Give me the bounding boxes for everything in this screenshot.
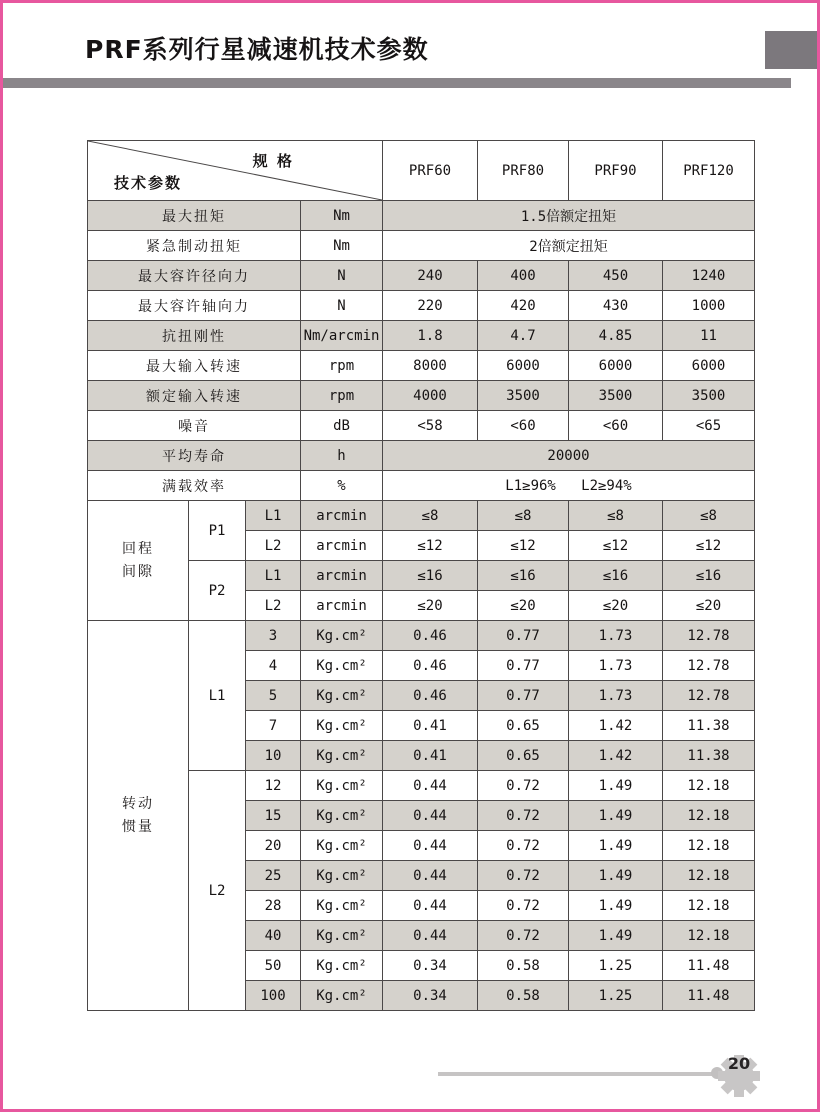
inertia-group-text: 转动惯量	[122, 796, 154, 835]
value-cell: 0.34	[383, 951, 478, 981]
value-cell: 0.58	[478, 951, 569, 981]
value-cell: ≤12	[663, 531, 755, 561]
value-cell: 0.58	[478, 981, 569, 1011]
table-row	[88, 471, 755, 501]
unit-cell: Kg.cm²	[301, 951, 383, 981]
value-cell: 0.72	[478, 891, 569, 921]
stage-label: L2	[246, 591, 301, 621]
value-cell: 0.77	[478, 621, 569, 651]
value-cell: ≤8	[569, 501, 663, 531]
ratio-cell: 7	[246, 711, 301, 741]
diagonal-header-cell	[88, 141, 383, 201]
value-cell: 6000	[569, 351, 663, 381]
unit-cell: N	[301, 261, 383, 291]
value-cell: 1.42	[569, 741, 663, 771]
value-cell: ≤16	[383, 561, 478, 591]
ratio-cell: 12	[246, 771, 301, 801]
unit-cell: arcmin	[301, 591, 383, 621]
value-cell: 0.72	[478, 921, 569, 951]
value-cell: ≤20	[383, 591, 478, 621]
value-cell: 1.25	[569, 981, 663, 1011]
stage-group-label: L1	[189, 621, 246, 771]
unit-cell: Nm/arcmin	[301, 321, 383, 351]
unit-cell: Kg.cm²	[301, 891, 383, 921]
value-cell: 0.44	[383, 771, 478, 801]
value-cell: 12.18	[663, 771, 755, 801]
unit-cell: Kg.cm²	[301, 651, 383, 681]
unit-cell: Kg.cm²	[301, 741, 383, 771]
value-cell: 0.77	[478, 651, 569, 681]
table-header-row	[88, 141, 755, 201]
table-row	[88, 441, 755, 471]
value-cell: 0.77	[478, 681, 569, 711]
ratio-cell: 100	[246, 981, 301, 1011]
unit-cell: Kg.cm²	[301, 621, 383, 651]
value-cell: 1.42	[569, 711, 663, 741]
value-cell: 430	[569, 291, 663, 321]
unit-cell: Kg.cm²	[301, 831, 383, 861]
spec-table	[87, 140, 755, 1011]
value-cell: <58	[383, 411, 478, 441]
precision-class-label: P1	[189, 501, 246, 561]
backlash-group-label	[88, 501, 189, 621]
value-cell: 1.73	[569, 651, 663, 681]
footer-rule-line	[438, 1072, 716, 1076]
value-cell: 11	[663, 321, 755, 351]
unit-cell: Nm	[301, 201, 383, 231]
param-label: 最大容许轴向力	[88, 291, 301, 321]
param-label: 最大容许径向力	[88, 261, 301, 291]
value-cell: 11.38	[663, 711, 755, 741]
span-value-cell: 1.5倍额定扭矩	[383, 201, 755, 231]
value-cell: 1.73	[569, 681, 663, 711]
value-cell: 1000	[663, 291, 755, 321]
value-cell: 240	[383, 261, 478, 291]
unit-cell: N	[301, 291, 383, 321]
value-cell: 12.18	[663, 831, 755, 861]
param-label: 紧急制动扭矩	[88, 231, 301, 261]
value-cell: 4.7	[478, 321, 569, 351]
value-cell: 12.78	[663, 651, 755, 681]
title-accent-square	[765, 31, 817, 69]
unit-cell: Nm	[301, 231, 383, 261]
unit-cell: Kg.cm²	[301, 771, 383, 801]
value-cell: 6000	[478, 351, 569, 381]
value-cell: 1.49	[569, 891, 663, 921]
value-cell: <65	[663, 411, 755, 441]
param-label: 噪音	[88, 411, 301, 441]
value-cell: 1.25	[569, 951, 663, 981]
unit-cell: arcmin	[301, 531, 383, 561]
header-spec-label: 规 格	[252, 152, 294, 170]
value-cell: 0.72	[478, 861, 569, 891]
value-cell: 0.46	[383, 681, 478, 711]
param-label: 平均寿命	[88, 441, 301, 471]
ratio-cell: 5	[246, 681, 301, 711]
ratio-cell: 10	[246, 741, 301, 771]
value-cell: 0.65	[478, 711, 569, 741]
span-value-cell: 2倍额定扭矩	[383, 231, 755, 261]
table-row	[88, 351, 755, 381]
unit-cell: %	[301, 471, 383, 501]
table-row	[88, 501, 755, 531]
value-cell: 12.78	[663, 621, 755, 651]
value-cell: 1240	[663, 261, 755, 291]
value-cell: 0.44	[383, 831, 478, 861]
value-cell: ≤12	[478, 531, 569, 561]
value-cell: 0.41	[383, 711, 478, 741]
unit-cell: rpm	[301, 351, 383, 381]
table-row	[88, 291, 755, 321]
column-header-prf80: PRF80	[478, 141, 569, 201]
page-number: 20	[727, 1054, 751, 1073]
value-cell: 0.65	[478, 741, 569, 771]
value-cell: 3500	[663, 381, 755, 411]
value-cell: ≤8	[663, 501, 755, 531]
column-header-prf90: PRF90	[569, 141, 663, 201]
value-cell: 1.49	[569, 921, 663, 951]
value-cell: 0.44	[383, 861, 478, 891]
stage-label: L1	[246, 561, 301, 591]
unit-cell: h	[301, 441, 383, 471]
value-cell: 0.46	[383, 651, 478, 681]
value-cell: 8000	[383, 351, 478, 381]
value-cell: 1.49	[569, 801, 663, 831]
value-cell: ≤12	[569, 531, 663, 561]
ratio-cell: 28	[246, 891, 301, 921]
value-cell: 12.18	[663, 861, 755, 891]
header-param-label: 技术参数	[114, 174, 183, 192]
value-cell: 11.48	[663, 981, 755, 1011]
unit-cell: Kg.cm²	[301, 801, 383, 831]
value-cell: 0.72	[478, 831, 569, 861]
value-cell: ≤8	[478, 501, 569, 531]
ratio-cell: 20	[246, 831, 301, 861]
value-cell: 11.48	[663, 951, 755, 981]
ratio-cell: 15	[246, 801, 301, 831]
value-cell: ≤20	[663, 591, 755, 621]
span-value-cell: 20000	[383, 441, 755, 471]
title-underline-bar	[3, 78, 791, 88]
value-cell: 0.72	[478, 771, 569, 801]
param-label: 抗扭刚性	[88, 321, 301, 351]
value-cell: 420	[478, 291, 569, 321]
table-row	[88, 321, 755, 351]
param-label: 最大扭矩	[88, 201, 301, 231]
stage-group-label: L2	[189, 771, 246, 1011]
ratio-cell: 4	[246, 651, 301, 681]
value-cell: 12.18	[663, 801, 755, 831]
value-cell: 1.49	[569, 861, 663, 891]
table-row	[88, 561, 755, 591]
unit-cell: Kg.cm²	[301, 711, 383, 741]
table-row	[88, 231, 755, 261]
unit-cell: dB	[301, 411, 383, 441]
value-cell: 6000	[663, 351, 755, 381]
value-cell: ≤20	[478, 591, 569, 621]
ratio-cell: 3	[246, 621, 301, 651]
value-cell: <60	[569, 411, 663, 441]
ratio-cell: 50	[246, 951, 301, 981]
unit-cell: Kg.cm²	[301, 681, 383, 711]
value-cell: 4.85	[569, 321, 663, 351]
spec-table-body	[88, 201, 755, 1011]
spec-table-container	[87, 140, 755, 1011]
page-title: PRF系列行星减速机技术参数	[85, 35, 429, 64]
value-cell: ≤16	[663, 561, 755, 591]
value-cell: 450	[569, 261, 663, 291]
stage-label: L2	[246, 531, 301, 561]
value-cell: 1.49	[569, 831, 663, 861]
value-cell: 0.44	[383, 891, 478, 921]
value-cell: <60	[478, 411, 569, 441]
unit-cell: Kg.cm²	[301, 921, 383, 951]
value-cell: 11.38	[663, 741, 755, 771]
value-cell: 0.41	[383, 741, 478, 771]
value-cell: 0.44	[383, 801, 478, 831]
table-row	[88, 621, 755, 651]
unit-cell: Kg.cm²	[301, 981, 383, 1011]
value-cell: 3500	[478, 381, 569, 411]
table-row	[88, 411, 755, 441]
table-row	[88, 381, 755, 411]
param-label: 最大输入转速	[88, 351, 301, 381]
value-cell: 1.49	[569, 771, 663, 801]
value-cell: 12.78	[663, 681, 755, 711]
ratio-cell: 25	[246, 861, 301, 891]
value-cell: ≤20	[569, 591, 663, 621]
value-cell: 1.8	[383, 321, 478, 351]
table-row	[88, 201, 755, 231]
value-cell: 12.18	[663, 891, 755, 921]
table-row	[88, 261, 755, 291]
backlash-group-text: 回程间隙	[122, 541, 154, 580]
unit-cell: arcmin	[301, 501, 383, 531]
value-cell: 0.44	[383, 921, 478, 951]
precision-class-label: P2	[189, 561, 246, 621]
column-header-prf60: PRF60	[383, 141, 478, 201]
value-cell: ≤16	[569, 561, 663, 591]
span-value-cell: L1≥96% L2≥94%	[383, 471, 755, 501]
stage-label: L1	[246, 501, 301, 531]
value-cell: ≤8	[383, 501, 478, 531]
value-cell: 400	[478, 261, 569, 291]
param-label: 满载效率	[88, 471, 301, 501]
value-cell: 4000	[383, 381, 478, 411]
value-cell: ≤16	[478, 561, 569, 591]
unit-cell: Kg.cm²	[301, 861, 383, 891]
value-cell: 0.72	[478, 801, 569, 831]
value-cell: 220	[383, 291, 478, 321]
value-cell: ≤12	[383, 531, 478, 561]
value-cell: 12.18	[663, 921, 755, 951]
unit-cell: arcmin	[301, 561, 383, 591]
column-header-prf120: PRF120	[663, 141, 755, 201]
value-cell: 0.34	[383, 981, 478, 1011]
unit-cell: rpm	[301, 381, 383, 411]
inertia-group-label	[88, 621, 189, 1011]
value-cell: 3500	[569, 381, 663, 411]
ratio-cell: 40	[246, 921, 301, 951]
table-row	[88, 771, 755, 801]
value-cell: 0.46	[383, 621, 478, 651]
param-label: 额定输入转速	[88, 381, 301, 411]
value-cell: 1.73	[569, 621, 663, 651]
